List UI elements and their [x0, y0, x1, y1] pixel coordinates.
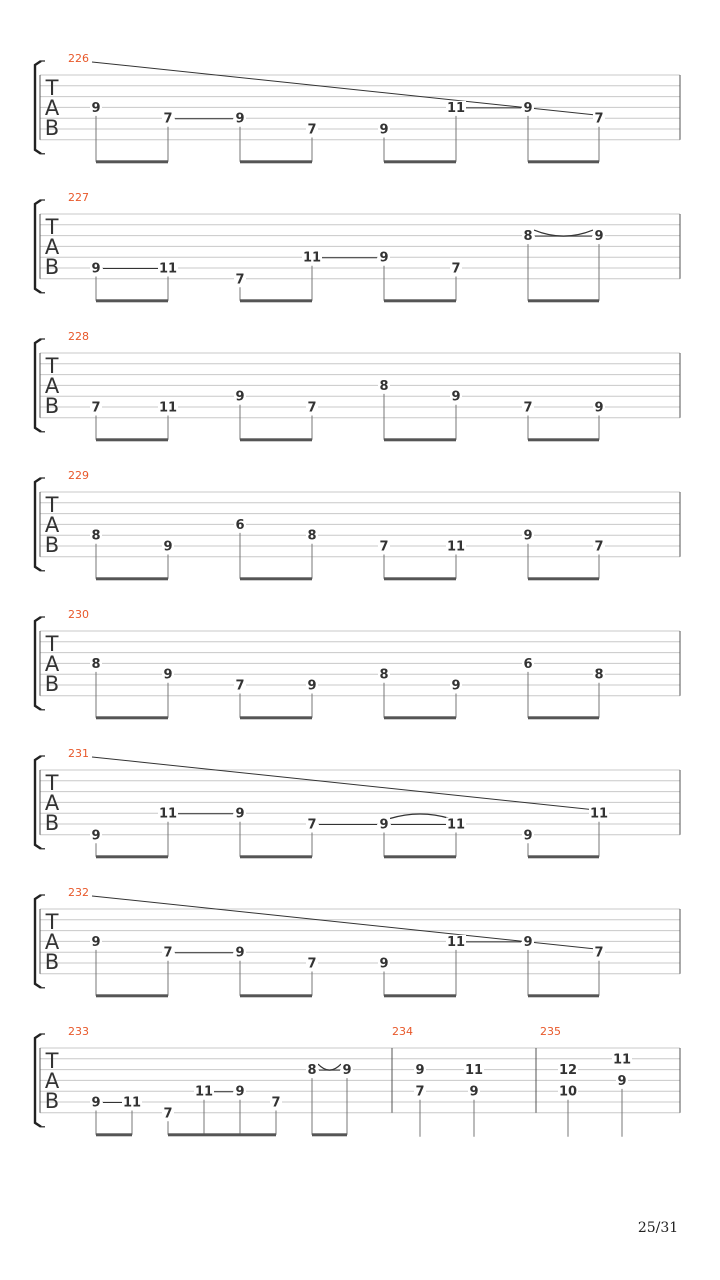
beam — [528, 994, 599, 997]
tie-arc — [390, 814, 450, 819]
tab-clef-letter: T — [45, 354, 59, 378]
fret-number: 7 — [271, 1095, 281, 1111]
fret-number: 9 — [415, 1063, 425, 1079]
tab-clef-letter: A — [44, 235, 60, 259]
tab-clef-letter: T — [45, 1049, 59, 1073]
tab-clef-letter: T — [45, 771, 59, 795]
fret-number: 7 — [235, 678, 245, 694]
fret-number: 11 — [589, 806, 609, 822]
beam — [96, 855, 168, 858]
page-number: 25/31 — [637, 1220, 679, 1236]
fret-number: 9 — [379, 250, 389, 266]
beam — [96, 160, 168, 163]
tab-clef-letter: B — [44, 394, 60, 418]
beam — [312, 1133, 347, 1136]
fret-number: 11 — [446, 100, 466, 116]
fret-number: 8 — [379, 378, 389, 394]
fret-number: 9 — [342, 1063, 352, 1079]
fret-number: 7 — [163, 1106, 173, 1122]
tab-clef-letter: A — [44, 791, 60, 815]
measure-number: 235 — [540, 1025, 561, 1038]
fret-number: 7 — [307, 956, 317, 972]
fret-number: 9 — [594, 229, 604, 245]
beam — [240, 438, 312, 441]
fret-number: 12 — [558, 1063, 578, 1079]
fret-number: 9 — [523, 100, 533, 116]
beam — [96, 716, 168, 719]
beam — [204, 1133, 240, 1136]
tab-clef-letter: B — [44, 1089, 60, 1113]
tab-clef-letter: B — [44, 533, 60, 557]
fret-number: 7 — [235, 272, 245, 288]
fret-number: 9 — [235, 806, 245, 822]
fret-number: 7 — [415, 1084, 425, 1100]
beam — [96, 438, 168, 441]
fret-number: 11 — [158, 261, 178, 277]
measure-number: 227 — [68, 191, 89, 204]
fret-number: 9 — [469, 1084, 479, 1100]
fret-number: 9 — [523, 528, 533, 544]
tab-clef-letter: A — [44, 930, 60, 954]
beam — [384, 299, 456, 302]
measure-number: 228 — [68, 330, 89, 343]
fret-number: 9 — [235, 389, 245, 405]
tab-clef-letter: A — [44, 374, 60, 398]
measure-number: 230 — [68, 608, 89, 621]
tab-clef-letter: T — [45, 76, 59, 100]
tab-clef-letter: T — [45, 910, 59, 934]
beam — [96, 299, 168, 302]
tab-clef-letter: T — [45, 215, 59, 239]
fret-number: 11 — [464, 1063, 484, 1079]
fret-number: 11 — [158, 806, 178, 822]
fret-number: 11 — [612, 1052, 632, 1068]
beam — [384, 716, 456, 719]
tab-clef-letter: A — [44, 1069, 60, 1093]
tab-clef-letter: B — [44, 811, 60, 835]
fret-number: 11 — [194, 1084, 214, 1100]
beam — [528, 716, 599, 719]
fret-number: 7 — [594, 111, 604, 127]
beam — [240, 855, 312, 858]
tab-clef-letter: B — [44, 116, 60, 140]
fret-number: 9 — [91, 934, 101, 950]
tab-clef-letter: T — [45, 493, 59, 517]
fret-number: 9 — [91, 828, 101, 844]
fret-number: 9 — [91, 261, 101, 277]
fret-number: 9 — [235, 945, 245, 961]
fret-number: 7 — [163, 945, 173, 961]
beam — [96, 1133, 132, 1136]
measure-number: 234 — [392, 1025, 413, 1038]
fret-number: 11 — [446, 539, 466, 555]
beam — [384, 438, 456, 441]
fret-number: 8 — [523, 229, 533, 245]
fret-number: 7 — [451, 261, 461, 277]
fret-number: 9 — [523, 828, 533, 844]
beam — [528, 438, 599, 441]
tab-clef-letter: B — [44, 255, 60, 279]
fret-number: 11 — [302, 250, 322, 266]
beam — [528, 299, 599, 302]
fret-number: 11 — [122, 1095, 142, 1111]
fret-number: 9 — [235, 1084, 245, 1100]
measure-number: 226 — [68, 52, 89, 65]
fret-number: 8 — [307, 1063, 317, 1079]
measure-number: 231 — [68, 747, 89, 760]
beam — [168, 1133, 204, 1136]
fret-number: 9 — [379, 122, 389, 138]
fret-number: 8 — [594, 667, 604, 683]
fret-number: 9 — [235, 111, 245, 127]
tab-clef-letter: A — [44, 96, 60, 120]
beam — [384, 160, 456, 163]
beam — [528, 855, 599, 858]
fret-number: 8 — [91, 656, 101, 672]
fret-number: 10 — [558, 1084, 578, 1100]
measure-number: 233 — [68, 1025, 89, 1038]
fret-number: 7 — [523, 400, 533, 416]
beam — [528, 577, 599, 580]
beam — [240, 299, 312, 302]
fret-number: 9 — [617, 1073, 627, 1089]
beam — [528, 160, 599, 163]
fret-number: 8 — [379, 667, 389, 683]
tab-clef-letter: B — [44, 672, 60, 696]
fret-number: 7 — [91, 400, 101, 416]
fret-number: 11 — [446, 817, 466, 833]
beam — [240, 716, 312, 719]
fret-number: 7 — [594, 539, 604, 555]
fret-number: 9 — [523, 934, 533, 950]
fret-number: 9 — [163, 539, 173, 555]
fret-number: 11 — [158, 400, 178, 416]
fret-number: 9 — [91, 1095, 101, 1111]
beam — [240, 1133, 276, 1136]
fret-number: 7 — [307, 400, 317, 416]
fret-number: 7 — [307, 817, 317, 833]
tab-clef-letter: A — [44, 652, 60, 676]
fret-number: 9 — [307, 678, 317, 694]
beam — [240, 577, 312, 580]
fret-number: 6 — [235, 517, 245, 533]
measure-number: 229 — [68, 469, 89, 482]
beam — [96, 994, 168, 997]
fret-number: 7 — [307, 122, 317, 138]
tab-clef-letter: A — [44, 513, 60, 537]
fret-number: 9 — [451, 678, 461, 694]
fret-number: 7 — [163, 111, 173, 127]
fret-number: 8 — [307, 528, 317, 544]
beam — [384, 577, 456, 580]
beam — [384, 855, 456, 858]
beam — [96, 577, 168, 580]
measure-number: 232 — [68, 886, 89, 899]
fret-number: 9 — [379, 817, 389, 833]
beam — [240, 994, 312, 997]
fret-number: 8 — [91, 528, 101, 544]
tab-clef-letter: T — [45, 632, 59, 656]
fret-number: 9 — [379, 956, 389, 972]
fret-number: 9 — [594, 400, 604, 416]
fret-number: 9 — [91, 100, 101, 116]
fret-number: 9 — [163, 667, 173, 683]
fret-number: 6 — [523, 656, 533, 672]
beam — [240, 160, 312, 163]
fret-number: 11 — [446, 934, 466, 950]
tab-clef-letter: B — [44, 950, 60, 974]
beam — [384, 994, 456, 997]
fret-number: 7 — [379, 539, 389, 555]
fret-number: 7 — [594, 945, 604, 961]
fret-number: 9 — [451, 389, 461, 405]
